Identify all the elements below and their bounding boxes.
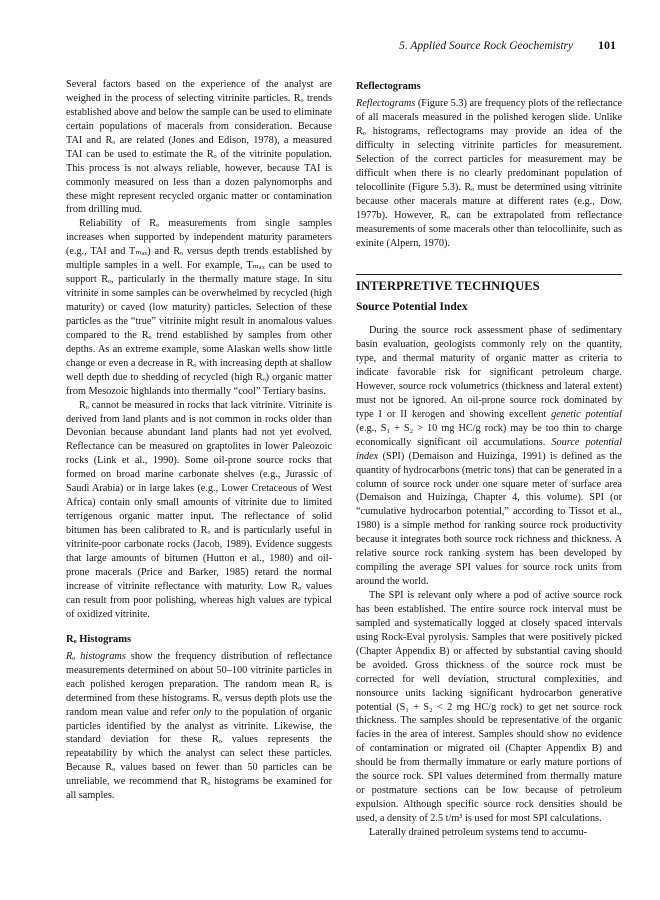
paragraph-vitrinite-selection: Several factors based on the experience of the analyst are weighed in the process of selecting vitrinite particles. Rₒ trends established above and below the sample can be used to eliminate certain populations of macerals from consideration. Because TAI and Rₒ are related (Jones and Edison, 1978), a measured TAI can be used to estimate the Rₒ of the vitrinite population. This process is not always reliable, however, because TAI is commonly measured on less than a dozen palynomorphs and these might represent recycled organic matter or contamination from drilling mud. <box>66 79 332 216</box>
heading-ro-histograms: Rₒ Histograms <box>66 633 132 645</box>
paragraph-ro-histograms <box>66 650 332 803</box>
section-title: INTERPRETIVE TECHNIQUES <box>356 278 540 293</box>
term-reflectograms: Reflectograms <box>356 98 416 110</box>
term-genetic-potential: genetic potential <box>551 408 622 420</box>
left-column <box>66 78 332 803</box>
spi-text-b: (e.g., S₁ + S₂ > 10 mg HC/g rock) may be too thin to charge economically significant oil accumulations. <box>356 422 622 448</box>
page-number: 101 <box>598 38 616 52</box>
paragraph-reflectograms <box>356 97 622 250</box>
histo-text-b: to the population of organic particles identified by the analyst as vitrinite. Likewise, the standard deviation for these Rₒ values represents the repeatability by which the analyst can select these particles. Because Rₒ values based on fewer than 50 particles can be unreliable, we recommend that Rₒ histograms be examined for all samples. <box>66 706 332 802</box>
paragraph-vitrinite-absence: Rₒ cannot be measured in rocks that lack vitrinite. Vitrinite is derived from land plants and is not common in rocks older than Devonian because abundant land plants had not yet evolved. Reflectance can be measured on graptolites in lower Paleozoic rocks (Link et al., 1990). Some oil-prone source rocks that formed on broad marine carbonate shelves (e.g., Jurassic of Saudi Arabia) or in large lakes (e.g., Lower Cretaceous of West Africa) contain only small amounts of vitrinite due to limited terrigenous organic matter input. The reflectance of solid bitumen has been calibrated to Rₒ and is particularly useful in vitrinite-poor carbonate rocks (Jacob, 1989). Evidence suggests that large amounts of bitumen (Hutton et al., 1980) and oil-prone macerals (Price and Barker, 1985) retard the normal increase of vitrinite reflectance with maturity. Low Rₒ values can result from poor polishing, whereas high values are typical of oxidized vitrinite. <box>66 399 332 620</box>
running-header <box>399 38 616 53</box>
term-ro-histograms: Rₒ histograms <box>66 650 126 662</box>
heading-reflectograms: Reflectograms <box>356 81 421 92</box>
paragraph-laterally-drained: Laterally drained petroleum systems tend to accumu- <box>369 826 588 838</box>
histo-text-a: show the frequency distribution of reflectance measurements determined on about 50–100 vitrinite particles in each polished kerogen preparation. The random mean Rₒ is determined from these histograms. Rₒ versus depth plots use the random mean value and refer <box>66 650 332 718</box>
term-source-potential-index: Source potential index <box>356 436 622 462</box>
subsection-title: Source Potential Index <box>356 300 468 313</box>
paragraph-spi-intro <box>356 324 622 589</box>
refl-text: (Figure 5.3) are frequency plots of the reflectance of all macerals measured in the polished kerogen slide. Unlike Rₒ histograms, reflectograms may provide an idea of the difficulty in selecting vitrinite particles for measurement. Selection of the correct particles for measurement may be difficult when there is no clearly predominant population of telocollinite (Figure 5.3). Rₒ must be determined using vitrinite because other macerals mature at different rates (e.g., Dow, 1977b). However, Rₒ can be extrapolated from reflectance measurements of some macerals other than telocollinite, such as exinite (Alpern, 1970). <box>356 98 622 249</box>
paragraph-spi-relevance: The SPI is relevant only where a pod of active source rock has been established. The entire source rock interval must be sampled and systematically logged at closely spaced intervals using Rock-Eval pyrolysis. Samples that were positively picked (Chapter Appendix B) or affected by substantial caving should be avoided. Gross thickness of the source rock must be corrected for well deviation, structural complexities, and nonsource units lacking significant hydrocarbon generative potential (S₁ + S₂ < 2 mg HC/g rock) to get net source rock thickness. The samples should be representative of the organic facies in the area of interest. Samples should show no evidence of contamination or migrated oil (Chapter Appendix B) and should be from thermally immature or early mature portions of the source rock. SPI values determined from thermally mature or postmature sections can be low because of petroleum expulsion. Although specific source rock densities should be used, a density of 2.5 t/m³ is used for most SPI calculations. <box>356 590 622 825</box>
paragraph-reliability: Reliability of Rₒ measurements from single samples increases when supported by independent maturity parameters (e.g., TAI and Tₘₐₓ) and Rₒ versus depth trends established by multiple samples in a well. For example, Tₘₐₓ can be used to support Rₒ, particularly in the thermally mature stage. In situ vitrinite in some samples can be overwhelmed by recycled (high maturity) or caved (low maturity) particles. Selection of these particles as the “true” vitrinite might result in anomalous values compared to the Rₒ trend established by samples from other depths. As an extreme example, some Alaskan wells show little change or even a decrease in Rₒ with increasing depth at shallow well depth due to shedding of recycled (high Rₒ) organic matter from Mesozoic highlands into thermally “cool” Tertiary basins. <box>66 218 332 397</box>
spi-text-c: (SPI) (Demaison and Huizinga, 1991) is defined as the quantity of hydrocarbons (metric tons) that can be generated in a column of source rock under one square meter of surface area (Demaison and Huizinga, Chapter 4, this volume). SPI (or “cumulative hydrocarbon potential,” according to Tissot et al., 1980) is a simple method for ranking source rock productivity because it integrates both source rock richness and thickness. A relative source rock ranking system has been developed by compiling the average SPI values for source rock units from around the world. <box>356 450 622 588</box>
emphasis-only: only <box>193 706 212 718</box>
right-column <box>356 80 622 840</box>
spi-text-a: During the source rock assessment phase of sedimentary basin evaluation, geologists commonly rely on the quantity, type, and thermal maturity of organic matter as criteria to indicate favorable risk for significant petroleum charge. However, source rock volumetrics (thickness and lateral extent) must not be ignored. An oil-prone source rock dominated by type I or II kerogen and showing excellent <box>356 325 622 420</box>
running-title: 5. Applied Source Rock Geochemistry <box>399 40 574 52</box>
section-divider <box>356 274 622 275</box>
